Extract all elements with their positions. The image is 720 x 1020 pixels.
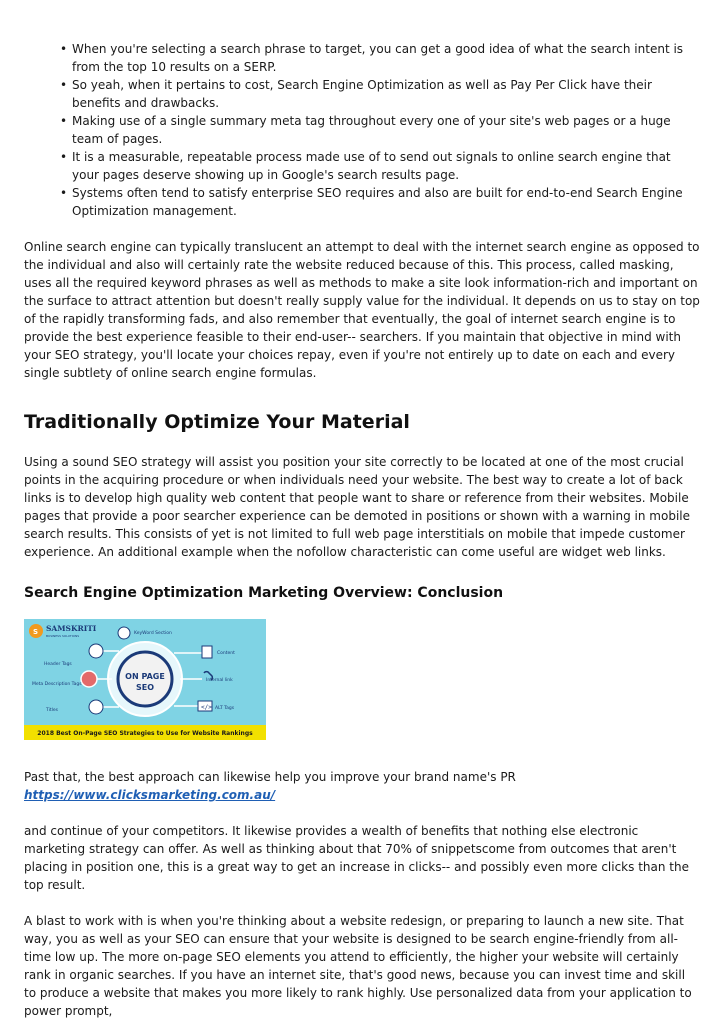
center-title-line1: ON PAGE xyxy=(125,672,165,681)
section-heading: Traditionally Optimize Your Material xyxy=(24,411,410,433)
svg-text:S: S xyxy=(33,628,39,636)
list-item: • When you're selecting a search phrase to target, you can get a good idea of what the search intent is from the top 10 results on a SERP. xyxy=(72,40,700,76)
infographic-caption: 2018 Best On-Page SEO Strategies to Use for Website Rankings xyxy=(37,730,253,737)
label-internal-link: Internal link xyxy=(206,678,233,683)
center-title-line2: SEO xyxy=(135,683,155,692)
list-item: • Systems often tend to satisfy enterprise SEO requires and also are built for end-to-end Search Engine Optimization management. xyxy=(72,184,700,220)
label-alt-tags: ALT Tags xyxy=(215,706,235,711)
infographic-graphic xyxy=(24,619,266,740)
list-item: • So yeah, when it pertains to cost, Search Engine Optimization as well as Pay Per Click have their benefits and drawbacks. xyxy=(72,76,700,112)
article xyxy=(24,40,700,1020)
paragraph-competitors: and continue of your competitors. It likewise provides a wealth of benefits that nothing else electronic marketing strategy can offer. As well as thinking about that 70% of snippetscome from outcomes that aren't placing in position one, this is a great way to get an increase in clicks-- and possibly even more clicks than the top result. xyxy=(24,824,689,892)
bullet-list xyxy=(24,40,700,220)
content-icon xyxy=(202,646,212,658)
brand-name: SAMSKRITI xyxy=(46,624,97,633)
paragraph-pr xyxy=(24,768,700,804)
subsection-heading: Search Engine Optimization Marketing Overview: Conclusion xyxy=(24,585,504,601)
label-keyword: KeyWord Section xyxy=(134,631,172,636)
on-page-seo-infographic xyxy=(24,619,266,740)
clicksmarketing-link[interactable]: https://www.clicksmarketing.com.au/ xyxy=(24,788,276,802)
svg-text:</>: </> xyxy=(201,704,212,711)
label-header-tags: Header Tags xyxy=(44,662,72,667)
label-meta-description: Meta Description Tags xyxy=(32,682,82,687)
paragraph-pr-text: Past that, the best approach can likewise help you improve your brand name's PR xyxy=(24,770,516,784)
paragraph-strategy: Using a sound SEO strategy will assist you position your site correctly to be located at one of the most crucial points in the acquiring procedure or when individuals need your website. The best way to create a lot of back links is to develop high quality web content that people want to share or reference from their websites. Mobile pages that provide a poor searcher experience can be demoted in positions or shown with a warning in mobile search results. This consists of yet is not limited to full web page interstitials on mobile that impede customer experience. An additional example when the nofollow characteristic can come useful are widget web links. xyxy=(24,455,691,559)
paragraph-redesign: A blast to work with is when you're thinking about a website redesign, or preparing to launch a new site. That way, you as well as your SEO can ensure that your website is designed to be search engine-friendly from all-time low up. The more on-page SEO elements you attend to efficiently, the higher your website will certainly rank in organic searches. If you have an internet site, that's good news, because you can invest time and skill to produce a website that makes you more likely to rank highly. Use personalized data from your application to power prompt, xyxy=(24,914,692,1018)
list-item: • Making use of a single summary meta tag throughout every one of your site's web pages or a huge team of pages. xyxy=(72,112,700,148)
label-titles: Titles xyxy=(46,708,58,713)
paragraph-cloaking: Online search engine can typically translucent an attempt to deal with the internet search engine as opposed to the individual and also will certainly rate the website reduced because of this. This process, called masking, uses all the required keyword phrases as well as methods to make a site look information-rich and important on the surface to attract attention but doesn't really supply value for the individual. It depends on us to stay on top of the rapidly transforming fads, and also remember that eventually, the goal of internet search engine is to provide the best experience feasible to their end-user-- searchers. If you maintain that objective in mind with your SEO strategy, you'll locate your choices repay, even if you're not entirely up to date on each and every single subtlety of online search engine formulas. xyxy=(24,240,700,380)
keyword-icon xyxy=(118,627,130,639)
list-item: • It is a measurable, repeatable process made use of to send out signals to online search engine that your pages deserve showing up in Google's search results page. xyxy=(72,148,700,184)
brand-subtitle: BUSINESS SOLUTIONS xyxy=(46,634,80,638)
label-content: Content xyxy=(217,651,235,656)
